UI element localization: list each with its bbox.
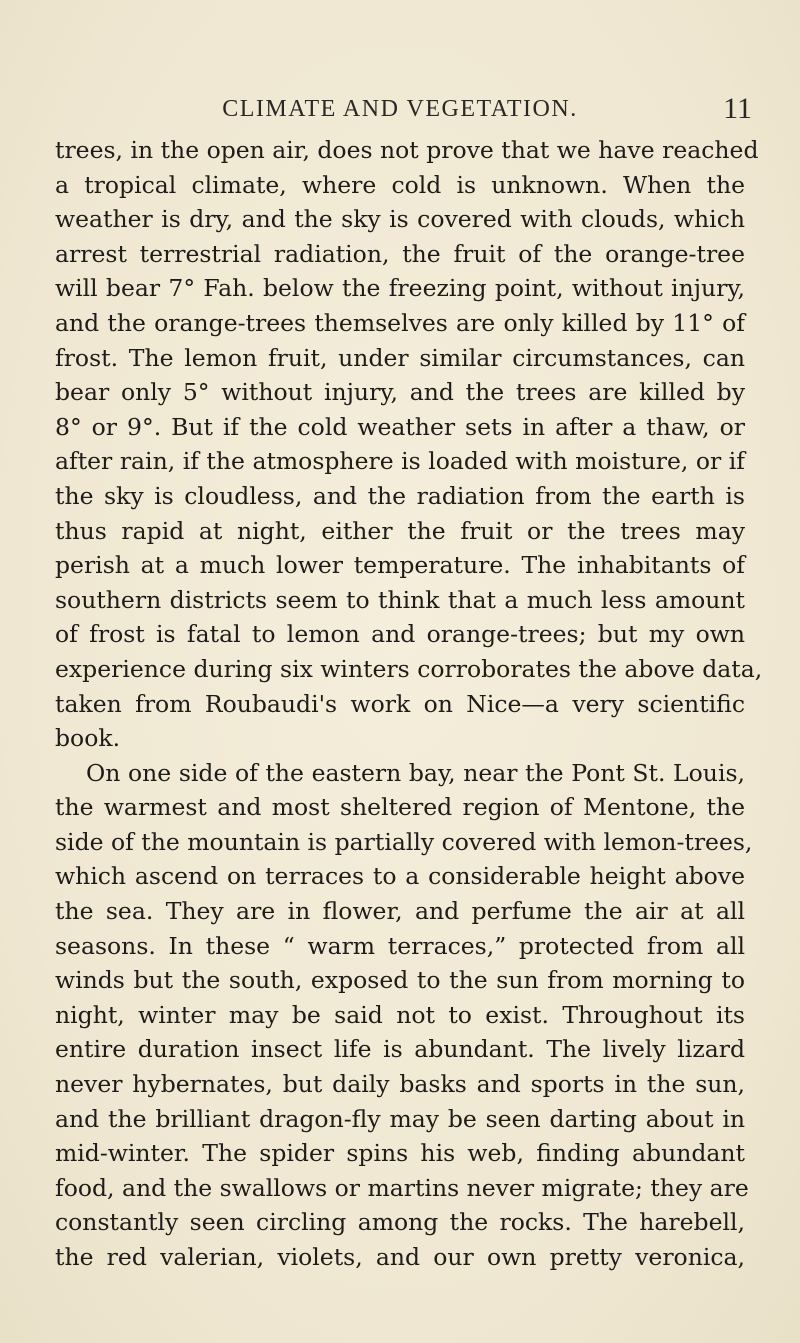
- paragraph-first-line: On one side of the eastern bay, near the Pont St. Louis,: [86, 758, 745, 787]
- body-text: [55, 133, 763, 1275]
- text-line: thus rapid at night, either the fruit or the trees may: [55, 516, 745, 545]
- text-line: food, and the swallows or martins never migrate; they are: [55, 1173, 749, 1202]
- page-header: [0, 92, 800, 132]
- text-line: perish at a much lower temperature. The inhabitants of: [55, 551, 745, 580]
- text-line: winds but the south, exposed to the sun from morning to: [55, 966, 745, 995]
- text-line: the sea. They are in flower, and perfume the air at all: [55, 897, 745, 926]
- paragraph-last-line: book.: [55, 724, 121, 753]
- text-line: bear only 5° without injury, and the trees are killed by: [55, 378, 745, 407]
- text-line: night, winter may be said not to exist. Throughout its: [55, 1000, 745, 1029]
- text-line: southern districts seem to think that a much less amount: [55, 585, 745, 614]
- text-line: the warmest and most sheltered region of Mentone, the: [55, 793, 745, 822]
- text-line: seasons. In these “ warm terraces,” protected from all: [55, 931, 745, 960]
- text-line: mid-winter. The spider spins his web, finding abundant: [55, 1139, 745, 1168]
- text-line: entire duration insect life is abundant. The lively lizard: [55, 1035, 745, 1064]
- text-line: frost. The lemon fruit, under similar circumstances, can: [55, 343, 745, 372]
- text-line: and the brilliant dragon-fly may be seen darting about in: [55, 1104, 745, 1133]
- text-line: 8° or 9°. But if the cold weather sets in after a thaw, or: [55, 412, 745, 441]
- page-number: 11: [723, 92, 752, 125]
- text-line: experience during six winters corroborates the above data,: [55, 654, 763, 683]
- text-line: taken from Roubaudi's work on Nice—a very scientific: [55, 689, 745, 718]
- text-line: weather is dry, and the sky is covered with clouds, which: [55, 205, 745, 234]
- text-line: constantly seen circling among the rocks. The harebell,: [55, 1208, 745, 1237]
- text-line: arrest terrestrial radiation, the fruit of the orange-tree: [55, 239, 745, 268]
- text-line: after rain, if the atmosphere is loaded with moisture, or if: [55, 447, 745, 476]
- text-line: of frost is fatal to lemon and orange-trees; but my own: [55, 620, 745, 649]
- text-line: never hybernates, but daily basks and sports in the sun,: [55, 1070, 745, 1099]
- text-line: which ascend on terraces to a considerable height above: [55, 862, 745, 891]
- text-line: and the orange-trees themselves are only killed by 11° of: [55, 308, 745, 337]
- text-line: the sky is cloudless, and the radiation from the earth is: [55, 481, 745, 510]
- text-line: trees, in the open air, does not prove that we have reached: [55, 136, 759, 164]
- text-line: the red valerian, violets, and our own pretty veronica,: [55, 1243, 745, 1271]
- text-line: side of the mountain is partially covered with lemon-trees,: [55, 827, 753, 856]
- running-title: CLIMATE AND VEGETATION.: [222, 96, 578, 122]
- text-line: a tropical climate, where cold is unknown. When the: [55, 170, 745, 199]
- text-line: will bear 7° Fah. below the freezing point, without injury,: [55, 274, 745, 303]
